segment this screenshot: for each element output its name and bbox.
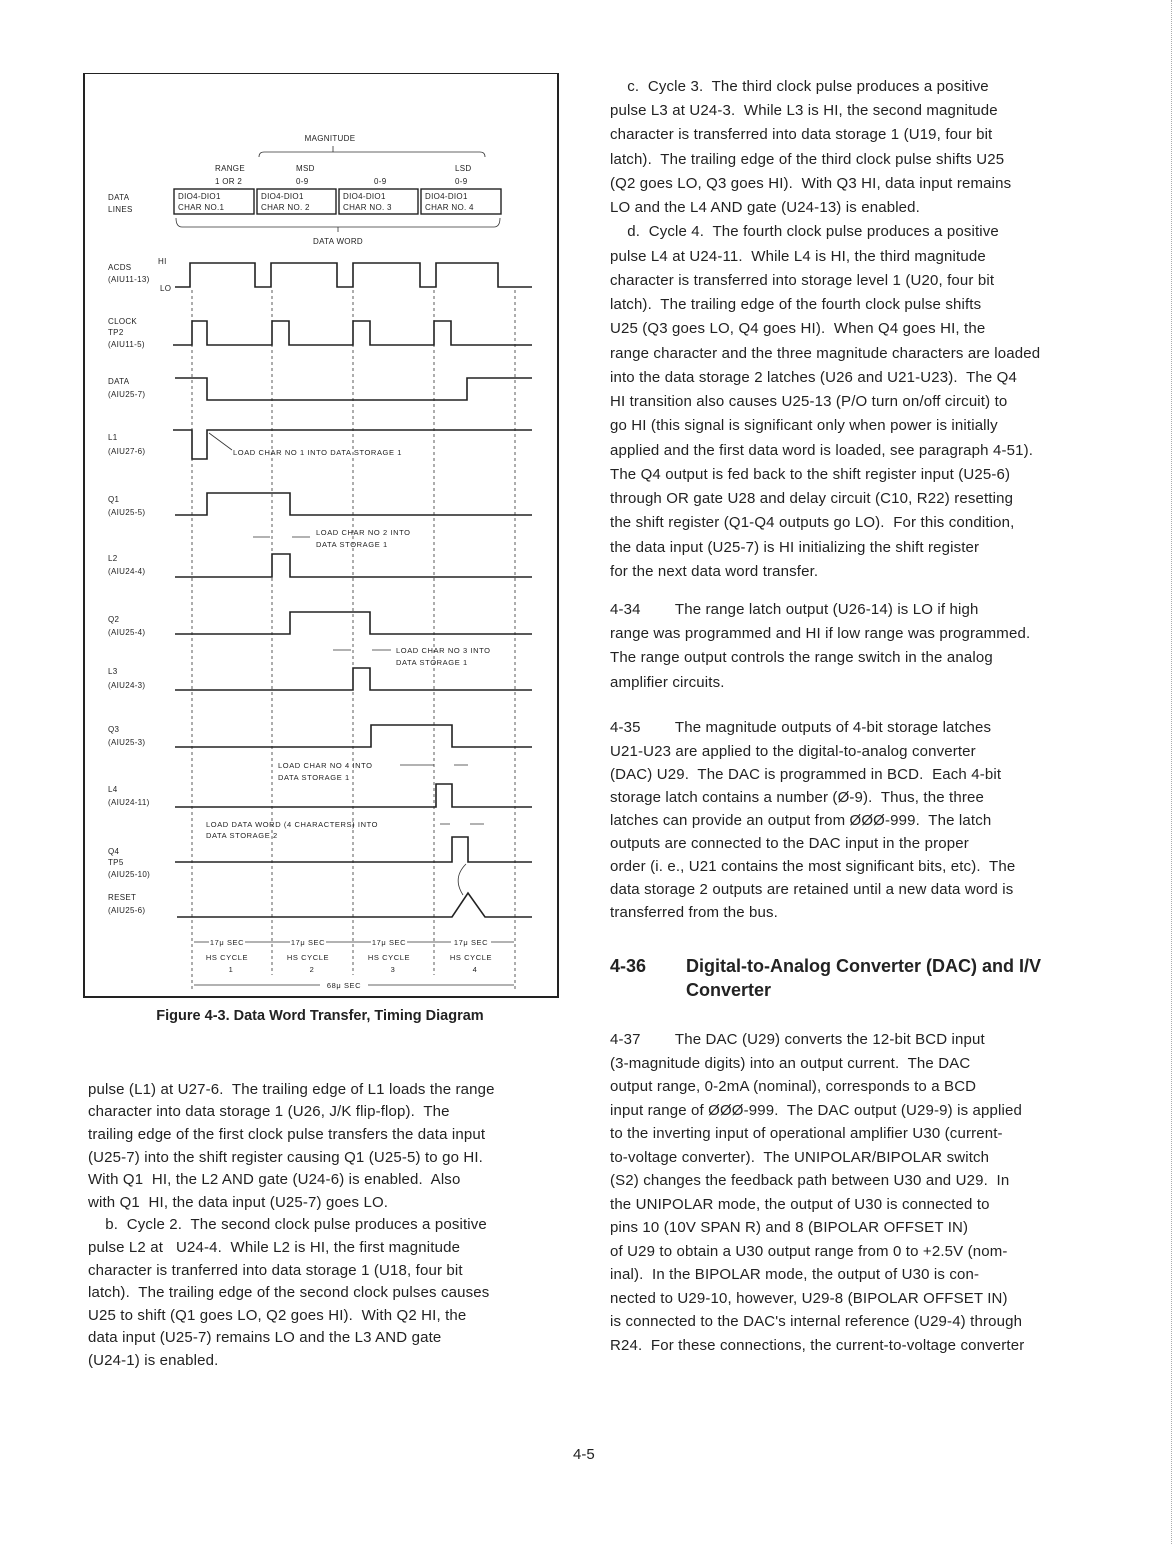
text-line: (Q2 goes LO, Q3 goes HI). With Q3 HI, data input remains [610, 174, 1012, 192]
l4-label: L4 [108, 785, 118, 794]
text-line: LO and the L4 AND gate (U24-13) is enabled. [610, 199, 920, 217]
reset-label: RESET [108, 893, 137, 902]
text-line: applied and the first data word is loaded, see paragraph 4-51). [610, 441, 1034, 459]
load-char4-annotation-2: DATA STORAGE 1 [278, 773, 350, 782]
text-line: pulse (L1) at U27-6. The trailing edge of L1 loads the range [88, 1080, 495, 1098]
q3-label: Q3 [108, 725, 120, 734]
data-label: DATA [108, 377, 130, 386]
char-4-lines: DIO4-DIO1 [425, 192, 468, 201]
char-2-label: CHAR NO. 2 [261, 203, 310, 212]
text-line: pulse L2 at U24-4. While L2 is HI, the first magnitude [88, 1238, 461, 1256]
text-line: character into data storage 1 (U26, J/K flip-flop). The [88, 1103, 450, 1121]
text-line: transferred from the bus. [610, 904, 778, 922]
q1-waveform [175, 493, 532, 515]
l2-label: L2 [108, 554, 118, 563]
section-title-line-2: Converter [686, 980, 772, 1000]
l4-pin: (AIU24-11) [108, 798, 150, 807]
page-number: 4-5 [573, 1446, 595, 1463]
text-line: latch). The trailing edge of the third clock pulse shifts U25 [610, 150, 1005, 168]
text-line: the UNIPOLAR mode, the output of U30 is connected to [610, 1195, 990, 1213]
text-line: character is tranferred into data storage 1 (U18, four bit [88, 1261, 463, 1279]
reset-pin: (AIU25-6) [108, 906, 146, 915]
load-char3-annotation: LOAD CHAR NO 3 INTO [396, 646, 491, 655]
text-line: HI transition also causes U25-13 (P/O turn on/off circuit) to [610, 393, 1008, 411]
char-1-lines: DIO4-DIO1 [178, 192, 221, 201]
text-line: 4-35 The magnitude outputs of 4-bit storage latches [610, 719, 992, 737]
text-line: (U25-7) into the shift register causing Q1 (U25-5) to go HI. [88, 1148, 484, 1166]
text-line: data storage 2 outputs are retained until a new data word is [610, 881, 1014, 899]
text-line: for the next data word transfer. [610, 562, 819, 580]
text-line: latches can provide an output from ØØØ-999. The latch [610, 811, 992, 829]
text-line: pulse L4 at U24-11. While L4 is HI, the third magnitude [610, 247, 986, 265]
hs-cycle-1-label: HS CYCLE [205, 953, 249, 962]
text-line: 4-37 The DAC (U29) converts the 12-bit BCD input [610, 1031, 985, 1049]
q3-pin: (AIU25-3) [108, 738, 146, 747]
data-word-boxes [174, 189, 501, 214]
l1-label: L1 [108, 433, 118, 442]
text-line: to-voltage converter). The UNIPOLAR/BIPOLAR switch [610, 1148, 990, 1166]
msd-label: MSD [296, 164, 315, 173]
text-line: input range of ØØØ-999. The DAC output (U29-9) is applied [610, 1101, 1022, 1119]
data-lines-label: DATA [108, 193, 130, 202]
clock-tp: TP2 [108, 328, 124, 337]
lo-label: LO [160, 284, 172, 293]
clock-label: CLOCK [108, 317, 138, 326]
text-line: through OR gate U28 and delay circuit (C10, R22) resetting [610, 490, 1014, 508]
text-line: nected to U29-10, however, U29-8 (BIPOLAR OFFSET IN) [610, 1289, 1008, 1307]
range-value: 1 OR 2 [215, 177, 243, 186]
text-line: b. Cycle 2. The second clock pulse produces a positive [88, 1216, 487, 1234]
section-number-4-36: 4-36 [610, 956, 647, 976]
cycle-number-4: 4 [472, 965, 478, 974]
cycle-number-1: 1 [228, 965, 234, 974]
text-line: (DAC) U29. The DAC is programmed in BCD. Each 4-bit [610, 765, 1002, 783]
l3-pin: (AIU24-3) [108, 681, 146, 690]
cycle-number-3: 3 [390, 965, 396, 974]
text-line: (3-magnitude digits) into an output current. The DAC [610, 1054, 971, 1072]
l2-waveform [175, 554, 532, 577]
char-3-lines: DIO4-DIO1 [343, 192, 386, 201]
hs-cycle-3-label: HS CYCLE [367, 953, 411, 962]
text-line: inal). In the BIPOLAR mode, the output of U30 is con- [610, 1266, 980, 1284]
text-line: amplifier circuits. [610, 673, 725, 691]
hs-cycle-2-label: HS CYCLE [286, 953, 330, 962]
hs-cycle-4-label: HS CYCLE [449, 953, 493, 962]
magnitude-brace [259, 146, 485, 157]
text-line: U21-U23 are applied to the digital-to-analog converter [610, 742, 976, 760]
text-line: pins 10 (10V SPAN R) and 8 (BIPOLAR OFFSET IN) [610, 1219, 969, 1237]
text-line: the data input (U25-7) is HI initializing the shift register [610, 538, 980, 556]
text-line: (U24-1) is enabled. [88, 1351, 219, 1369]
figure-caption: Figure 4-3. Data Word Transfer, Timing Diagram [156, 1008, 484, 1024]
text-line: outputs are connected to the DAC input in the proper [610, 834, 969, 852]
text-line: to the inverting input of operational amplifier U30 (current- [610, 1125, 1003, 1143]
text-line: order (i. e., U21 contains the most significant bits, etc). The [610, 858, 1016, 876]
q4-tp: TP5 [108, 858, 124, 867]
load-char1-annotation: LOAD CHAR NO 1 INTO DATA STORAGE 1 [233, 448, 403, 457]
text-line: with Q1 HI, the data input (U25-7) goes LO. [88, 1193, 389, 1211]
l2-pin: (AIU24-4) [108, 567, 146, 576]
load-char2-annotation-2: DATA STORAGE 1 [316, 540, 388, 549]
cycle-1-time: 17μ SEC [209, 938, 245, 947]
load-word-annotation-2: DATA STORAGE 2 [206, 831, 278, 840]
text-line: U25 to shift (Q1 goes LO, Q2 goes HI). With Q2 HI, the [88, 1306, 467, 1324]
total-time: 68μ SEC [326, 981, 362, 990]
l3-label: L3 [108, 667, 118, 676]
hi-label: HI [158, 257, 167, 266]
acds-waveform [175, 263, 532, 287]
text-line: into the data storage 2 latches (U26 and U21-U23). The Q4 [610, 368, 1017, 386]
l4-waveform [175, 784, 532, 807]
text-line: character is transferred into storage level 1 (U20, four bit [610, 271, 995, 289]
magnitude-label: MAGNITUDE [304, 134, 356, 143]
text-line: character is transferred into data storage 1 (U19, four bit [610, 126, 993, 144]
l1-pin: (AIU27-6) [108, 447, 146, 456]
load-char4-annotation: LOAD CHAR NO 4 INTO [278, 761, 373, 770]
char-4-label: CHAR NO. 4 [425, 203, 474, 212]
text-line: c. Cycle 3. The third clock pulse produces a positive [610, 77, 989, 95]
clock-pin: (AIU11-5) [108, 340, 145, 349]
cycle-4-time: 17μ SEC [453, 938, 489, 947]
data-lines-label: LINES [108, 205, 133, 214]
q4-waveform [175, 837, 532, 862]
q2-pin: (AIU25-4) [108, 628, 146, 637]
text-line: output range, 0-2mA (nominal), corresponds to a BCD [610, 1078, 977, 1096]
l3-waveform [175, 668, 532, 690]
text-line: With Q1 HI, the L2 AND gate (U24-6) is enabled. Also [88, 1171, 461, 1189]
data-word-label: DATA WORD [313, 237, 363, 246]
text-line: R24. For these connections, the current-to-voltage converter [610, 1336, 1025, 1354]
q1-pin: (AIU25-5) [108, 508, 146, 517]
text-line: latch). The trailing edge of the fourth clock pulse shifts [610, 296, 982, 314]
char-1-label: CHAR NO.1 [178, 203, 225, 212]
text-line: go HI (this signal is significant only when power is initially [610, 417, 998, 435]
q4-pin: (AIU25-10) [108, 870, 151, 879]
text-line: (S2) changes the feedback path between U30 and U29. In [610, 1172, 1010, 1190]
mid-digit-range: 0-9 [374, 177, 387, 186]
lsd-range: 0-9 [455, 177, 468, 186]
text-line: of U29 to obtain a U30 output range from 0 to +2.5V (nom- [610, 1242, 1008, 1260]
data-pin: (AIU25-7) [108, 390, 146, 399]
acds-pin: (AIU11-13) [108, 275, 150, 284]
text-line: The range output controls the range switch in the analog [610, 649, 993, 667]
text-line: range was programmed and HI if low range was programmed. [610, 625, 1031, 643]
q2-label: Q2 [108, 615, 120, 624]
text-line: d. Cycle 4. The fourth clock pulse produces a positive [610, 223, 999, 241]
text-line: range character and the three magnitude characters are loaded [610, 344, 1041, 362]
text-line: data input (U25-7) remains LO and the L3 AND gate [88, 1329, 442, 1347]
load-char3-annotation-2: DATA STORAGE 1 [396, 658, 468, 667]
cycle-number-2: 2 [309, 965, 315, 974]
text-line: U25 (Q3 goes LO, Q4 goes HI). When Q4 goes HI, the [610, 320, 986, 338]
data-waveform [175, 378, 532, 400]
load-word-annotation: LOAD DATA WORD (4 CHARACTERS) INTO [206, 820, 379, 829]
text-line: pulse L3 at U24-3. While L3 is HI, the second magnitude [610, 102, 998, 120]
q2-waveform [175, 612, 532, 634]
msd-range: 0-9 [296, 177, 309, 186]
lsd-label: LSD [455, 164, 472, 173]
text-line: 4-34 The range latch output (U26-14) is LO if high [610, 600, 979, 618]
load-char2-annotation: LOAD CHAR NO 2 INTO [316, 528, 411, 537]
cycle-3-time: 17μ SEC [371, 938, 407, 947]
text-line: storage latch contains a number (Ø-9). Thus, the three [610, 788, 984, 806]
char1-pointer [209, 433, 232, 450]
reset-waveform [177, 893, 532, 917]
q1-label: Q1 [108, 495, 120, 504]
section-title-line-1: Digital-to-Analog Converter (DAC) and I/V [686, 956, 1041, 976]
clock-waveform [173, 321, 532, 345]
data-word-brace [176, 218, 500, 232]
q4-reset-feedback-curve [458, 864, 466, 895]
text-line: The Q4 output is fed back to the shift register input (U25-6) [610, 465, 1011, 483]
text-line: is connected to the DAC's internal reference (U29-4) through [610, 1313, 1023, 1331]
q4-label: Q4 [108, 847, 120, 856]
text-line: the shift register (Q1-Q4 outputs go LO). For this condition, [610, 514, 1015, 532]
text-line: trailing edge of the first clock pulse transfers the data input [88, 1125, 486, 1143]
range-label: RANGE [215, 164, 245, 173]
acds-label: ACDS [108, 263, 132, 272]
char-2-lines: DIO4-DIO1 [261, 192, 304, 201]
cycle-2-time: 17μ SEC [290, 938, 326, 947]
char-3-label: CHAR NO. 3 [343, 203, 392, 212]
q3-waveform [175, 725, 532, 747]
text-line: latch). The trailing edge of the second clock pulses causes [88, 1284, 490, 1302]
